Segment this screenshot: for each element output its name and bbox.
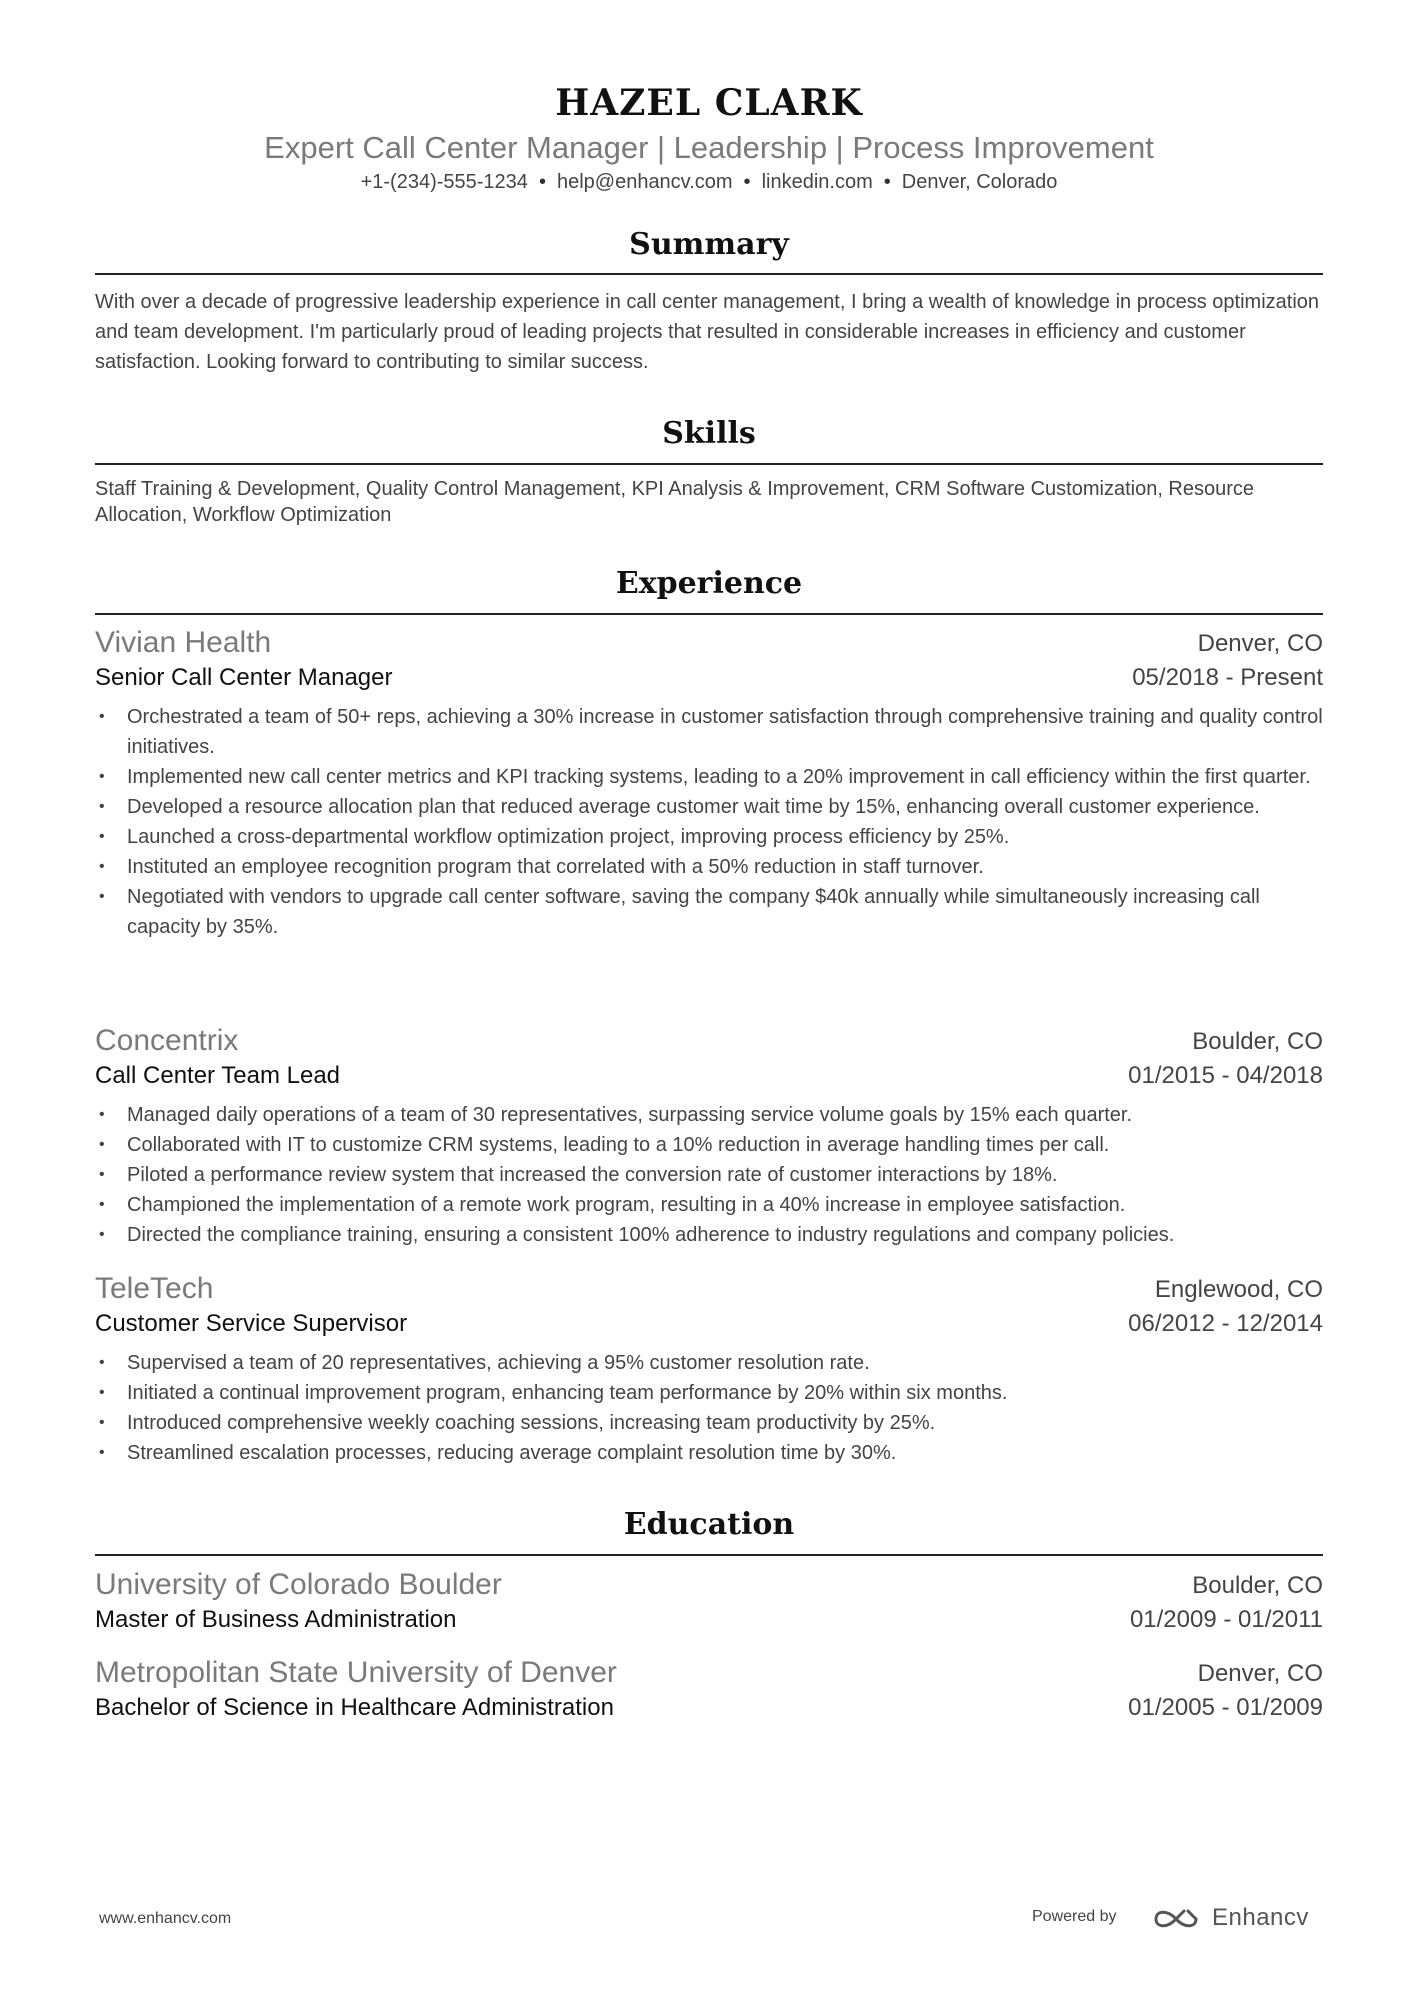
- contact-line: [95, 171, 1323, 194]
- experience-heading: Experience: [615, 566, 803, 601]
- bullet-icon: •: [99, 1354, 105, 1371]
- education-entry: [95, 1568, 1323, 1642]
- achievement-item: • Launched a cross-departmental workflow optimization project, improving process efficiency by 25%.: [95, 822, 1323, 852]
- bullet-icon: •: [99, 858, 105, 875]
- school-location: Boulder, CO: [1192, 1572, 1323, 1599]
- education-heading: Education: [623, 1507, 795, 1542]
- achievement-item: • Developed a resource allocation plan that reduced average customer wait time by 15%, enhancing overall customer experience.: [95, 792, 1323, 822]
- achievement-item: • Negotiated with vendors to upgrade call center software, saving the company $40k annually while simultaneously increasing call capacity by 35%.: [95, 882, 1323, 942]
- footer-website-link[interactable]: www.enhancv.com: [99, 1910, 232, 1927]
- enhancv-brand-name: Enhancv: [1212, 1904, 1309, 1931]
- skills-text: Staff Training & Development, Quality Control Management, KPI Analysis & Improvement, CRM Software Customization, Resource Allocation, Workflow Optimization: [95, 478, 1255, 526]
- job-location: Englewood, CO: [1154, 1276, 1323, 1303]
- achievement-item: • Directed the compliance training, ensuring a consistent 100% adherence to industry regulations and company policies.: [95, 1220, 1323, 1250]
- company-name: Concentrix: [95, 1024, 239, 1057]
- education-divider: [95, 1554, 1323, 1556]
- bullet-icon: •: [99, 1226, 105, 1243]
- contact-email[interactable]: help@enhancv.com: [556, 171, 733, 193]
- education-dates: 01/2009 - 01/2011: [1129, 1606, 1323, 1633]
- footer-branding: [1032, 1902, 1332, 1936]
- skills-divider: [95, 463, 1323, 465]
- degree-name: Bachelor of Science in Healthcare Administration: [95, 1694, 614, 1721]
- achievement-item: • Implemented new call center metrics and KPI tracking systems, leading to a 20% improvement in call efficiency within the first quarter.: [95, 762, 1323, 792]
- bullet-icon: •: [99, 1166, 105, 1183]
- powered-by-label: Powered by: [1032, 1908, 1117, 1925]
- achievement-item: • Introduced comprehensive weekly coaching sessions, increasing team productivity by 25%.: [95, 1408, 1323, 1438]
- contact-separator: •: [743, 171, 751, 193]
- achievement-item: • Orchestrated a team of 50+ reps, achieving a 30% increase in customer satisfaction through comprehensive training and quality control initiatives.: [95, 702, 1323, 762]
- contact-phone: +1-(234)-555-1234: [360, 171, 528, 193]
- job-location: Boulder, CO: [1192, 1028, 1323, 1055]
- job-dates: 01/2015 - 04/2018: [1128, 1062, 1323, 1089]
- experience-entry: [95, 1272, 1323, 1468]
- achievement-item: • Piloted a performance review system that increased the conversion rate of customer interactions by 18%.: [95, 1160, 1323, 1190]
- job-title: Call Center Team Lead: [95, 1062, 341, 1089]
- job-title: Senior Call Center Manager: [95, 664, 393, 691]
- degree-name: Master of Business Administration: [95, 1606, 457, 1633]
- achievement-item: • Instituted an employee recognition program that correlated with a 50% reduction in staff turnover.: [95, 852, 1323, 882]
- school-location: Denver, CO: [1197, 1660, 1323, 1687]
- bullet-icon: •: [99, 828, 105, 845]
- summary-divider: [95, 273, 1323, 275]
- skills-heading: Skills: [662, 416, 756, 451]
- contact-separator: •: [538, 171, 546, 193]
- experience-divider: [95, 613, 1323, 615]
- achievement-item: • Initiated a continual improvement program, enhancing team performance by 20% within six months.: [95, 1378, 1323, 1408]
- school-name: University of Colorado Boulder: [95, 1568, 502, 1601]
- achievement-list: [95, 1348, 1323, 1468]
- achievement-item: • Supervised a team of 20 representatives, achieving a 95% customer resolution rate.: [95, 1348, 1323, 1378]
- bullet-icon: •: [99, 888, 105, 905]
- achievement-list: [95, 1100, 1323, 1250]
- candidate-name: HAZEL CLARK: [555, 82, 863, 124]
- bullet-icon: •: [99, 1136, 105, 1153]
- achievement-item: • Managed daily operations of a team of 30 representatives, surpassing service volume goals by 15% each quarter.: [95, 1100, 1323, 1130]
- bullet-icon: •: [99, 708, 105, 725]
- experience-entry: [95, 1024, 1323, 1250]
- achievement-item: • Streamlined escalation processes, reducing average complaint resolution time by 30%.: [95, 1438, 1323, 1468]
- achievement-item: • Championed the implementation of a remote work program, resulting in a 40% increase in employee satisfaction.: [95, 1190, 1323, 1220]
- contact-separator: •: [883, 171, 891, 193]
- bullet-icon: •: [99, 1384, 105, 1401]
- education-entry: [95, 1656, 1323, 1730]
- school-name: Metropolitan State University of Denver: [95, 1656, 617, 1689]
- job-location: Denver, CO: [1197, 630, 1323, 657]
- company-name: Vivian Health: [95, 626, 272, 659]
- candidate-tagline: Expert Call Center Manager | Leadership | Process Improvement: [264, 130, 1154, 165]
- job-dates: 05/2018 - Present: [1132, 664, 1323, 691]
- enhancv-logo-icon: [1152, 1906, 1200, 1932]
- achievement-item: • Collaborated with IT to customize CRM systems, leading to a 10% reduction in average handling times per call.: [95, 1130, 1323, 1160]
- summary-text: With over a decade of progressive leadership experience in call center management, I bring a wealth of knowledge in process optimization and team development. I'm particularly proud of leading projects that resulted in considerable increases in efficiency and customer satisfaction. Looking forward to contributing to similar success.: [95, 291, 1320, 373]
- bullet-icon: •: [99, 768, 105, 785]
- bullet-icon: •: [99, 798, 105, 815]
- education-dates: 01/2005 - 01/2009: [1128, 1694, 1323, 1721]
- company-name: TeleTech: [95, 1272, 214, 1305]
- bullet-icon: •: [99, 1444, 105, 1461]
- job-dates: 06/2012 - 12/2014: [1128, 1310, 1323, 1337]
- achievement-list: [95, 702, 1323, 942]
- summary-heading: Summary: [629, 227, 789, 262]
- job-title: Customer Service Supervisor: [95, 1310, 408, 1337]
- contact-linkedin[interactable]: linkedin.com: [761, 171, 873, 193]
- bullet-icon: •: [99, 1196, 105, 1213]
- experience-entry: [95, 626, 1323, 942]
- bullet-icon: •: [99, 1106, 105, 1123]
- contact-location: Denver, Colorado: [901, 171, 1058, 193]
- bullet-icon: •: [99, 1414, 105, 1431]
